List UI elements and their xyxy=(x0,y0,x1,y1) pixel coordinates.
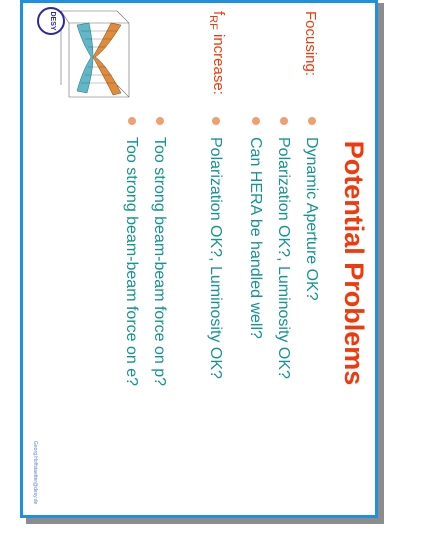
slide-content xyxy=(23,3,375,515)
bullet-dot-icon xyxy=(128,117,136,125)
bullet-dot-icon xyxy=(212,117,220,125)
list-item: Can HERA be handled well? xyxy=(241,117,269,379)
focusing-label: Focusing: xyxy=(302,11,319,77)
beam-beam-bullets xyxy=(117,117,173,386)
rf-increase-label: $f_{RF}$ increase: xyxy=(207,11,227,95)
bullet-dot-icon xyxy=(308,117,316,125)
bullet-dot-icon xyxy=(156,117,164,125)
rf-increase-bullets xyxy=(201,117,229,379)
slide xyxy=(20,0,378,518)
list-item: Dynamic Aperture OK? xyxy=(297,117,325,379)
list-item: Polarization OK?, Luminosity OK? xyxy=(201,117,229,379)
list-item: Too strong beam-beam force on e? xyxy=(117,117,145,386)
slide-title: Potential Problems xyxy=(339,140,369,386)
list-item: Too strong beam-beam force on p? xyxy=(145,117,173,386)
bullet-dot-icon xyxy=(280,117,288,125)
footer-email: Georg.Hoffstaetter@desy.de xyxy=(32,441,38,505)
beam-envelope-plot xyxy=(59,5,139,105)
focusing-bullets xyxy=(241,117,325,379)
desy-logo: DESY xyxy=(37,7,65,35)
list-item: Polarization OK?, Luminosity OK? xyxy=(269,117,297,379)
bullet-dot-icon xyxy=(252,117,260,125)
